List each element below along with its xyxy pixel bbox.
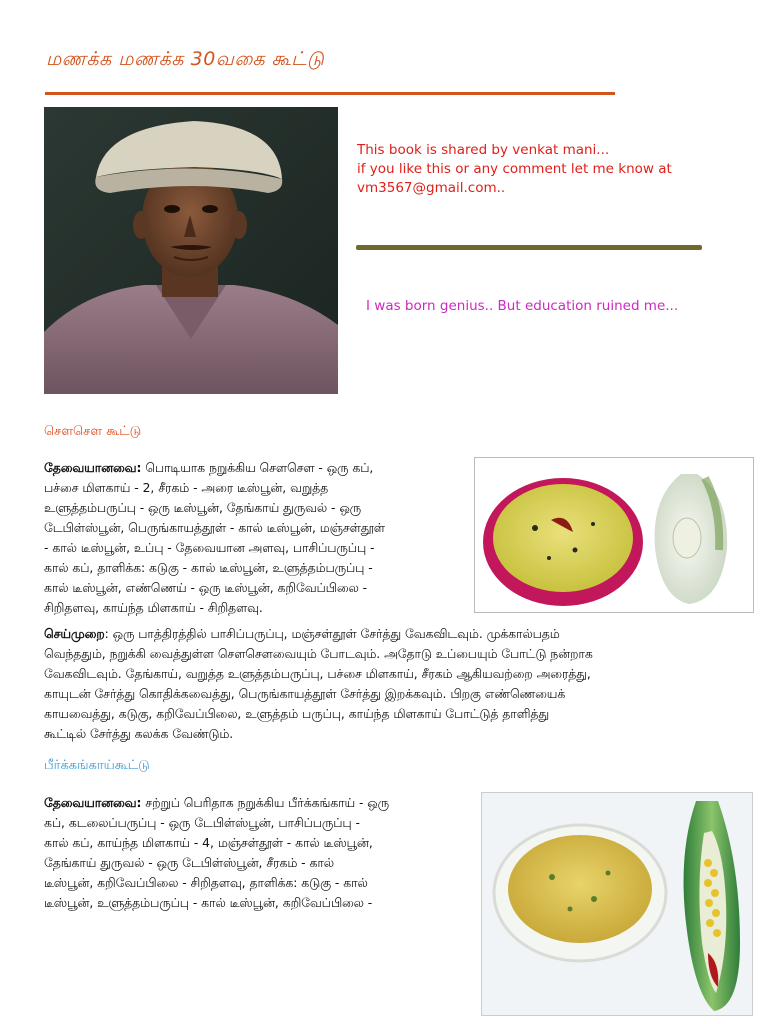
method-text: வெந்ததும், நறுக்கி வைத்துள்ள சௌசௌவையும் போடவும். அதோடு உப்பையும் போட்டு நன்றாக bbox=[44, 647, 593, 661]
ingredients-text: டேபிள்ஸ்பூன், பெருங்காயத்தூள் - கால் டீஸ்பூன், மஞ்சள்தூள் bbox=[44, 521, 385, 535]
title-divider bbox=[45, 92, 615, 95]
ingredients-text: கப், கடலைப்பருப்பு - ஒரு டேபிள்ஸ்பூன், பாசிப்பருப்பு - bbox=[44, 816, 360, 830]
share-note-line: if you like this or any comment let me know at bbox=[357, 161, 672, 177]
method-text: காயுடன் சேர்த்து கொதிக்கவைத்து, பெருங்காயத்தூள் சேர்த்து இறக்கவும். பிறகு எண்ணெயைக் bbox=[44, 687, 566, 701]
method-text: கூட்டில் சேர்த்து கலக்க வேண்டும். bbox=[44, 727, 234, 741]
ingredients-label: தேவையானவை: bbox=[44, 796, 142, 810]
section2-ingredients bbox=[44, 793, 474, 913]
section1-ingredients bbox=[44, 458, 474, 618]
page-title: மணக்க மணக்க 30வகை கூட்டு bbox=[46, 48, 325, 70]
share-divider bbox=[356, 245, 702, 250]
ingredients-label: தேவையானவை: bbox=[44, 461, 142, 475]
ingredients-text: சிறிதளவு, காய்ந்த மிளகாய் - சிறிதளவு. bbox=[44, 601, 263, 615]
share-note-email[interactable]: vm3567@gmail.com.. bbox=[357, 180, 506, 196]
ingredients-text: உளுத்தம்பருப்பு - ஒரு டீஸ்பூன், தேங்காய் துருவல் - ஒரு bbox=[44, 501, 362, 515]
ingredients-text: - கால் டீஸ்பூன், உப்பு - தேவையான அளவு, பாசிப்பருப்பு - bbox=[44, 541, 375, 555]
ingredients-text: டீஸ்பூன், உளுத்தம்பருப்பு - கால் டீஸ்பூன், கறிவேப்பிலை - bbox=[44, 896, 373, 910]
section-title-chow-chow-kootu: சௌசௌ கூட்டு bbox=[44, 424, 142, 439]
ingredients-text: டீஸ்பூன், கறிவேப்பிலை - சிறிதளவு, தாளிக்க: கடுகு - கால் bbox=[44, 876, 368, 890]
method-text: வேகவிடவும். தேங்காய், வறுத்த உளுத்தம்பருப்பு, பச்சை மிளகாய், சீரகம் ஆகியவற்றை அரைத்து, bbox=[44, 667, 591, 681]
author-quote: I was born genius.. But education ruined me... bbox=[366, 298, 679, 314]
share-note-line: This book is shared by venkat mani... bbox=[357, 142, 610, 158]
section1-method bbox=[44, 624, 744, 744]
method-text: : ஒரு பாத்திரத்தில் பாசிப்பருப்பு, மஞ்சள்தூள் சேர்த்து வேகவிடவும். முக்கால்பதம் bbox=[104, 627, 560, 641]
author-portrait-photo bbox=[44, 107, 338, 394]
ingredients-text: பொடியாக நறுக்கிய சௌசௌ - ஒரு கப், bbox=[141, 461, 374, 475]
share-note bbox=[357, 141, 737, 198]
ingredients-text: தேங்காய் துருவல் - ஒரு டேபிள்ஸ்பூன், சீரகம் - கால் bbox=[44, 856, 335, 870]
ingredients-text: கால் கப், தாளிக்க: கடுகு - கால் டீஸ்பூன், உளுத்தம்பருப்பு - bbox=[44, 561, 373, 575]
ingredients-text: பச்சை மிளகாய் - 2, சீரகம் - அரை டீஸ்பூன், வறுத்த bbox=[44, 481, 329, 495]
ingredients-text: கால் கப், காய்ந்த மிளகாய் - 4, மஞ்சள்தூள் - கால் டீஸ்பூன், bbox=[44, 836, 373, 850]
chow-chow-kootu-photo bbox=[474, 457, 754, 613]
method-text: காயவைத்து, கடுகு, கறிவேப்பிலை, உளுத்தம் பருப்பு, காய்ந்த மிளகாய் போட்டுத் தாளித்து bbox=[44, 707, 550, 721]
section-title-ridge-gourd-kootu: பீர்க்கங்காய்கூட்டு bbox=[44, 758, 150, 773]
method-label: செய்முறை bbox=[44, 627, 105, 641]
ridge-gourd-kootu-photo bbox=[481, 792, 753, 1016]
ingredients-text: சற்றுப் பெரிதாக நறுக்கிய பீர்க்கங்காய் - ஒரு bbox=[141, 796, 390, 810]
ingredients-text: கால் டீஸ்பூன், எண்ணெய் - ஒரு டீஸ்பூன், கறிவேப்பிலை - bbox=[44, 581, 368, 595]
